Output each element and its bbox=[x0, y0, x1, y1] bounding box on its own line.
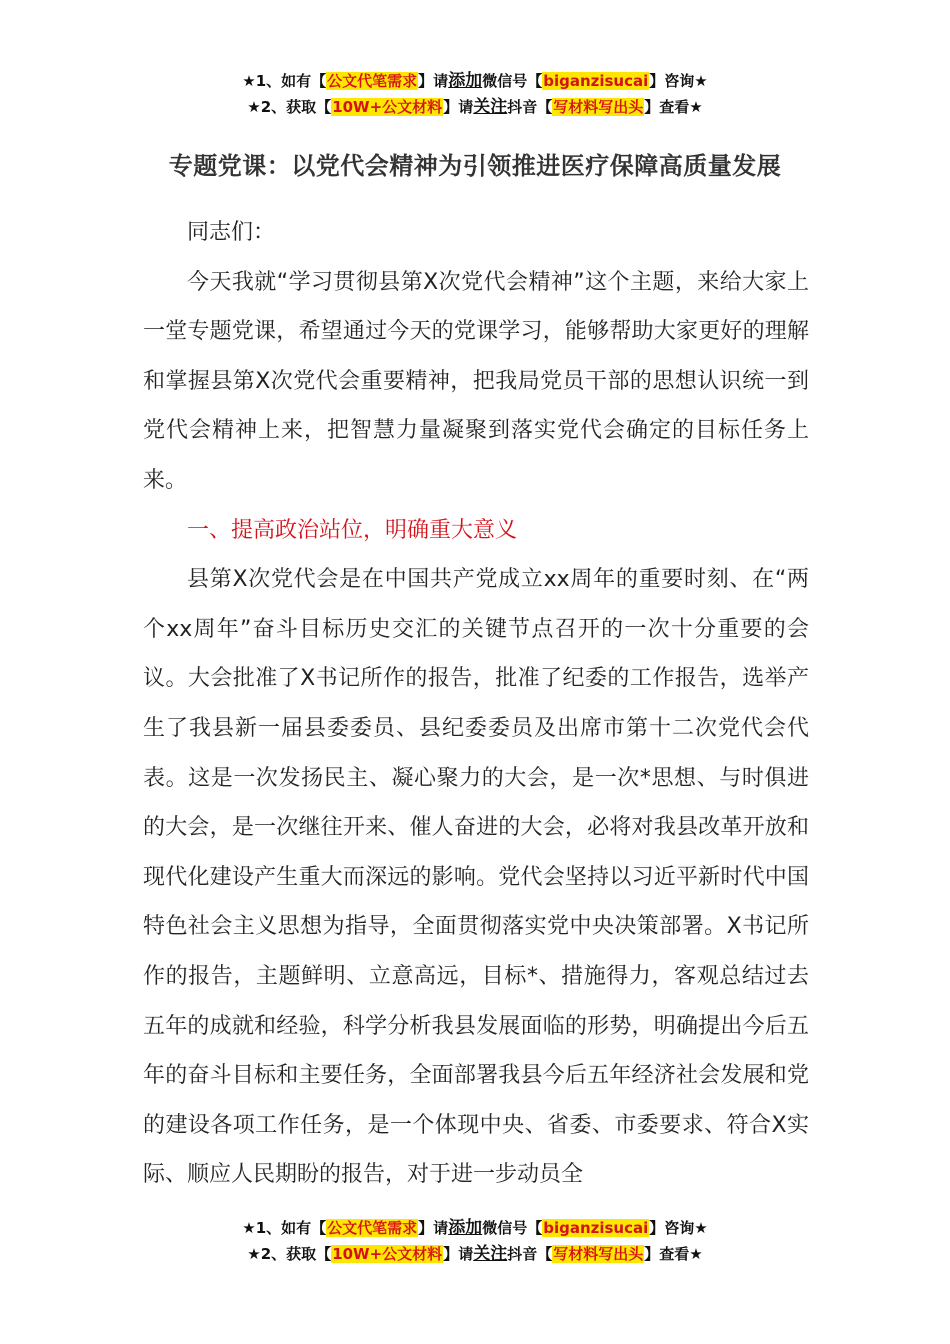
greeting: 同志们： bbox=[187, 220, 276, 245]
promo-line-1 bbox=[0, 68, 950, 94]
promo-text: 】查看★ bbox=[644, 98, 703, 116]
promo-text: 】查看★ bbox=[644, 1245, 703, 1263]
promo-line-2 bbox=[0, 1241, 950, 1267]
promo-text: 】请 bbox=[443, 98, 474, 116]
promo-text: 】请 bbox=[443, 1245, 474, 1263]
promo-text: 微信号【 bbox=[482, 72, 543, 90]
promo-text: 】咨询★ bbox=[649, 1219, 708, 1237]
promo-emphasis: 关注 bbox=[473, 1244, 508, 1264]
promo-text: 】请 bbox=[418, 1219, 449, 1237]
promo-emphasis: 关注 bbox=[473, 97, 508, 117]
promo-highlight-writing-service: 公文代笔需求 bbox=[327, 72, 418, 90]
promo-text: ★1、如有【 bbox=[242, 72, 327, 90]
section-heading: 一、提高政治站位，明确重大意义 bbox=[187, 517, 518, 543]
promo-highlight-materials: 10W+公文材料 bbox=[332, 98, 443, 116]
promo-emphasis: 添加 bbox=[448, 1218, 483, 1238]
promo-text: ★1、如有【 bbox=[242, 1219, 327, 1237]
promo-emphasis: 添加 bbox=[448, 71, 483, 91]
body-paragraph: 县第X次党代会是在中国共产党成立xx周年的重要时刻、在“两个xx周年”奋斗目标历史交汇的关键节点召开的一次十分重要的会议。大会批准了X书记所作的报告，批准了纪委的工作报告，选举产生了我县新一届县委委员、县纪委委员及出席市第十二次党代会代表。这是一次发扬民主、凝心聚力的大会，是一次*思想、与时俱进的大会，是一次继往开来、催人奋进的大会，必将对我县改革开放和现代化建设产生重大而深远的影响。党代会坚持以习近平新时代中国特色社会主义思想为指导，全面贯彻落实党中央决策部署。X书记所作的报告，主题鲜明、立意高远，目标*、措施得力，客观总结过去五年的成就和经验，科学分析我县发展面临的形势，明确提出今后五年的奋斗目标和主要任务，全面部署我县今后五年经济社会发展和党的建设各项工作任务，是一个体现中央、省委、市委要求、符合X实际、顺应人民期盼的报告，对于进一步动员全 bbox=[143, 567, 809, 1188]
promo-highlight-douyin-account: 写材料写出头 bbox=[553, 1245, 644, 1263]
promo-banner-top bbox=[0, 68, 950, 120]
promo-line-2 bbox=[0, 94, 950, 120]
promo-highlight-writing-service: 公文代笔需求 bbox=[327, 1219, 418, 1237]
document-body bbox=[143, 208, 809, 1200]
promo-highlight-wechat-id: biganzisucai bbox=[543, 72, 649, 90]
promo-highlight-wechat-id: biganzisucai bbox=[543, 1219, 649, 1237]
promo-text: 微信号【 bbox=[482, 1219, 543, 1237]
promo-text: ★2、获取【 bbox=[247, 1245, 332, 1263]
promo-text: 抖音【 bbox=[507, 1245, 553, 1263]
promo-highlight-materials: 10W+公文材料 bbox=[332, 1245, 443, 1263]
body-paragraph: 今天我就“学习贯彻县第X次党代会精神”这个主题，来给大家上一堂专题党课，希望通过今天的党课学习，能够帮助大家更好的理解和掌握县第X次党代会重要精神，把我局党员干部的思想认识统一到党代会精神上来，把智慧力量凝聚到落实党代会确定的目标任务上来。 bbox=[143, 269, 809, 493]
promo-text: 】请 bbox=[418, 72, 449, 90]
promo-text: 】咨询★ bbox=[649, 72, 708, 90]
promo-text: 抖音【 bbox=[507, 98, 553, 116]
promo-banner-bottom bbox=[0, 1215, 950, 1267]
promo-line-1 bbox=[0, 1215, 950, 1241]
document-title: 专题党课：以党代会精神为引领推进医疗保障高质量发展 bbox=[168, 152, 782, 180]
promo-text: ★2、获取【 bbox=[247, 98, 332, 116]
promo-highlight-douyin-account: 写材料写出头 bbox=[553, 98, 644, 116]
